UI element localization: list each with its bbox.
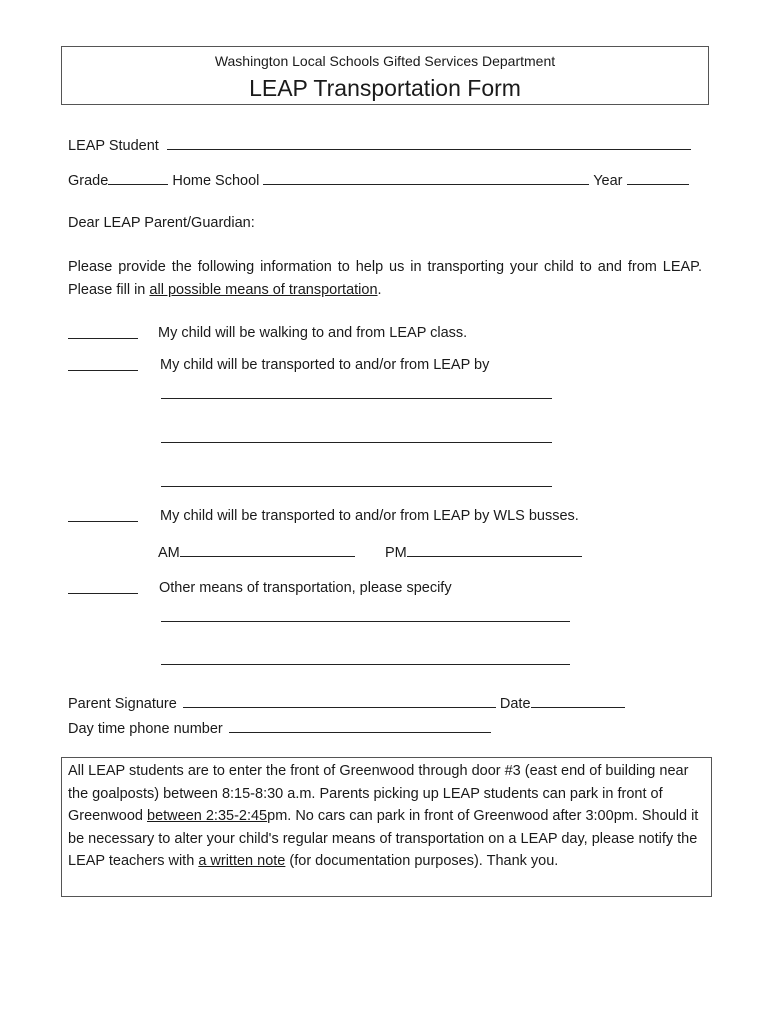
notice-box bbox=[61, 757, 712, 897]
option-other-row bbox=[68, 579, 138, 599]
instructions-text: Please provide the following information to help us in transporting your child to and from LEAP. Please fill in bbox=[68, 259, 702, 298]
transported-blank-2[interactable] bbox=[161, 442, 552, 443]
instructions-paragraph bbox=[68, 256, 702, 302]
transported-check-line[interactable] bbox=[68, 356, 138, 371]
notice-text-2: pm. No cars can park in front of Greenwood after 3:00pm. Should it be necessary to alter your child's regular means of transportation on a LEAP day, please notify the LEAP teachers with bbox=[68, 808, 699, 870]
date-label: Date bbox=[499, 696, 531, 712]
year-input-line[interactable] bbox=[627, 170, 689, 185]
parent-signature-line[interactable] bbox=[183, 693, 496, 708]
option-walking-row bbox=[68, 324, 138, 344]
option-busses-row bbox=[68, 507, 138, 527]
notice-text-1: All LEAP students are to enter the front of Greenwood through door #3 (east end of building near the goalposts) between 8:15-8:30 a.m. Parents picking up LEAP students can park in front of Greenwood bbox=[68, 763, 689, 825]
home-school-input-line[interactable] bbox=[263, 170, 589, 185]
notice-note-emphasis: a written note bbox=[198, 853, 286, 870]
option-transported-row bbox=[68, 356, 138, 376]
form-title: LEAP Transportation Form bbox=[249, 75, 521, 101]
am-input-line[interactable] bbox=[180, 542, 355, 557]
am-label: AM bbox=[158, 545, 180, 561]
parent-signature-label: Parent Signature bbox=[68, 696, 177, 712]
phone-label: Day time phone number bbox=[68, 721, 223, 737]
other-blank-1[interactable] bbox=[161, 621, 570, 622]
signature-row bbox=[68, 693, 625, 713]
grade-label: Grade bbox=[68, 173, 109, 189]
instructions-end: . bbox=[377, 282, 382, 298]
form-header bbox=[61, 46, 709, 105]
busses-check-line[interactable] bbox=[68, 507, 138, 522]
home-school-label: Home School bbox=[172, 173, 260, 189]
notice-time-emphasis: between 2:35-2:45 bbox=[147, 808, 268, 825]
option-busses-text: My child will be transported to and/or from LEAP by WLS busses. bbox=[160, 508, 579, 524]
salutation: Dear LEAP Parent/Guardian: bbox=[68, 215, 255, 231]
walking-check-line[interactable] bbox=[68, 324, 138, 339]
pm-field bbox=[385, 542, 582, 562]
department-name: Washington Local Schools Gifted Services Department bbox=[214, 53, 556, 69]
grade-input-line[interactable] bbox=[108, 170, 168, 185]
student-field bbox=[68, 135, 691, 155]
other-blank-2[interactable] bbox=[161, 664, 570, 665]
phone-input-line[interactable] bbox=[229, 718, 491, 733]
student-input-line[interactable] bbox=[167, 135, 691, 150]
transported-blank-1[interactable] bbox=[161, 398, 552, 399]
pm-label: PM bbox=[385, 545, 407, 561]
option-other-text: Other means of transportation, please specify bbox=[159, 580, 452, 596]
other-check-line[interactable] bbox=[68, 579, 138, 594]
am-field bbox=[158, 542, 355, 562]
transported-blank-3[interactable] bbox=[161, 486, 552, 487]
year-label: Year bbox=[593, 173, 623, 189]
option-walking-text: My child will be walking to and from LEAP class. bbox=[158, 325, 468, 341]
notice-text-3: (for documentation purposes). Thank you. bbox=[285, 853, 559, 870]
pm-input-line[interactable] bbox=[407, 542, 582, 557]
grade-school-year-row bbox=[68, 170, 689, 190]
phone-row bbox=[68, 718, 491, 738]
instructions-emphasis: all possible means of transportation bbox=[149, 282, 378, 298]
student-label: LEAP Student bbox=[68, 138, 159, 154]
option-transported-text: My child will be transported to and/or from LEAP by bbox=[160, 357, 490, 373]
date-input-line[interactable] bbox=[531, 693, 625, 708]
